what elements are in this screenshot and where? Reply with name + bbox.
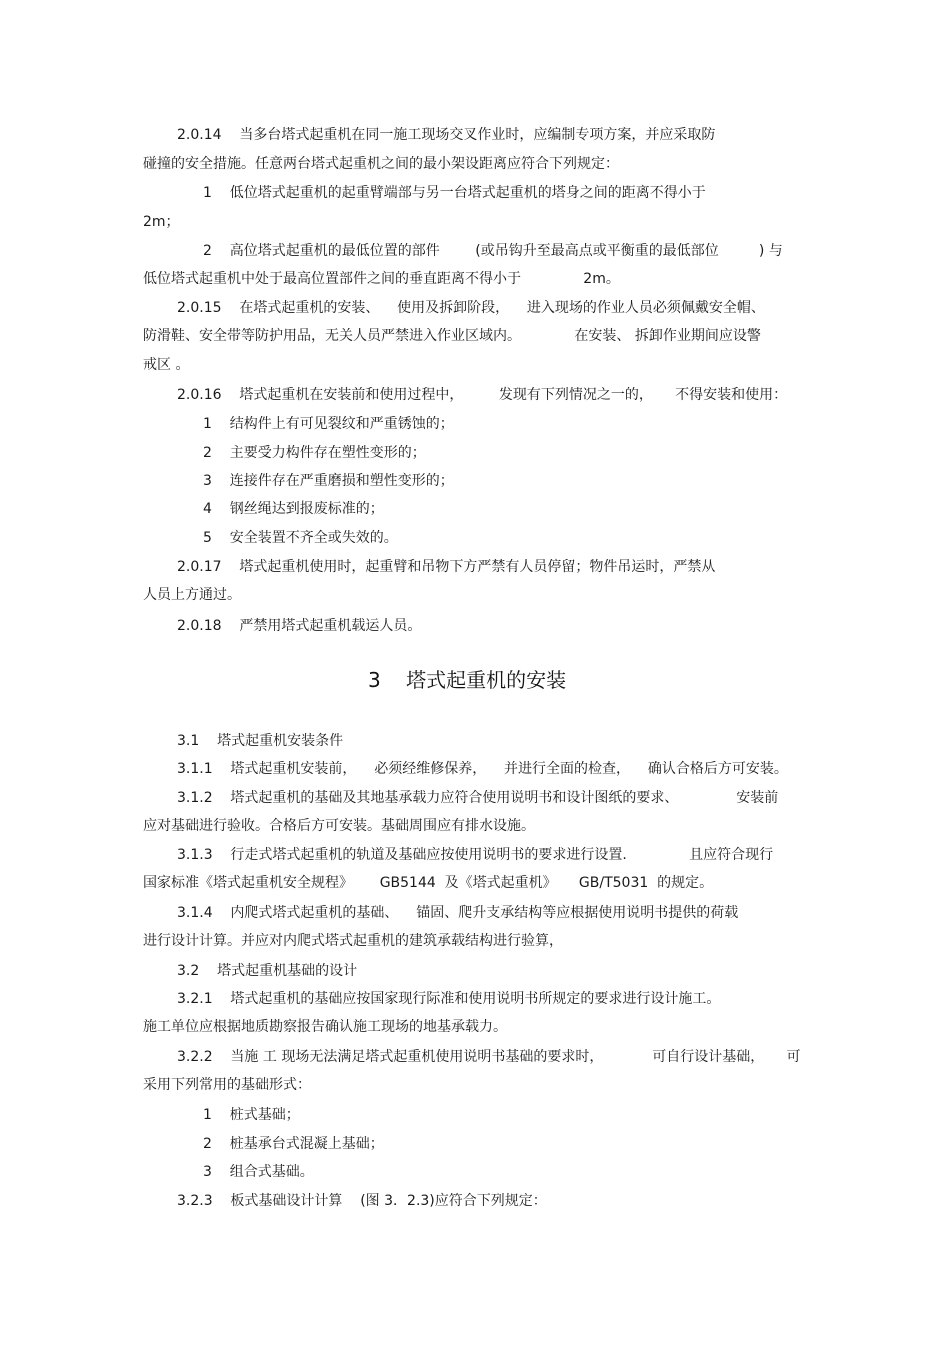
clause-2-0-16-item-3: 3 连接件存在严重磨损和塑性变形的； — [203, 473, 454, 489]
clause-3-2-2-line-2: 采用下列常用的基础形式： — [143, 1077, 311, 1093]
clause-2-0-17-line-1: 2.0.17 塔式起重机使用时，起重臂和吊物下方严禁有人员停留；物件吊运时，严禁从 — [177, 559, 716, 575]
clause-2-0-15-line-2: 防滑鞋、安全带等防护用品，无关人员严禁进入作业区域内。 在安装、 拆卸作业期间应设警 — [143, 328, 761, 344]
clause-3-2-2-item-2: 2 桩基承台式混凝上基础； — [203, 1136, 384, 1152]
clause-3-2-2-item-3: 3 组合式基础。 — [203, 1164, 314, 1180]
clause-3-1-2-line-2: 应对基础进行验收。合格后方可安装。基础周围应有排水设施。 — [143, 818, 535, 834]
clause-3-1-3-line-1: 3.1.3 行走式塔式起重机的轨道及基础应按使用说明书的要求进行设置. 且应符合现行 — [177, 847, 774, 863]
clause-2-0-15-line-3: 戒区 。 — [143, 357, 190, 373]
clause-2-0-14-item-2-line-1: 2 高位塔式起重机的最低位置的部件 (或吊钩升至最高点或平衡重的最低部位 ) 与 — [203, 243, 783, 259]
clause-2-0-14-line-1: 2.0.14 当多台塔式起重机在同一施工现场交叉作业时，应编制专项方案，并应采取防 — [177, 127, 716, 143]
clause-2-0-16-line-1: 2.0.16 塔式起重机在安装前和使用过程中， 发现有下列情况之一的， 不得安装和使用： — [177, 387, 788, 403]
clause-2-0-18: 2.0.18 严禁用塔式起重机载运人员。 — [177, 618, 422, 634]
clause-3-1-1: 3.1.1 塔式起重机安装前， 必须经维修保养， 并进行全面的检查， 确认合格后方可安装。 — [177, 761, 788, 777]
clause-3-2-1-line-2: 施工单位应根据地质勘察报告确认施工现场的地基承载力。 — [143, 1019, 507, 1035]
clause-2-0-14-item-1-line-1: 1 低位塔式起重机的起重臂端部与另一台塔式起重机的塔身之间的距离不得小于 — [203, 185, 706, 201]
clause-3-1-4-line-2: 进行设计计算。并应对内爬式塔式起重机的建筑承载结构进行验算， — [143, 933, 563, 949]
clause-2-0-16-item-4: 4 钢丝绳达到报废标准的； — [203, 501, 384, 517]
clause-3-2-2-item-1: 1 桩式基础； — [203, 1107, 300, 1123]
clause-2-0-15-line-1: 2.0.15 在塔式起重机的安装、 使用及拆卸阶段， 进入现场的作业人员必须佩戴安全帽、 — [177, 300, 765, 316]
clause-2-0-16-item-1: 1 结构件上有可见裂纹和严重锈蚀的； — [203, 416, 454, 432]
clause-2-0-16-item-2: 2 主要受力构件存在塑性变形的； — [203, 445, 426, 461]
clause-2-0-14-line-2: 碰撞的安全措施。任意两台塔式起重机之间的最小架设距离应符合下列规定： — [143, 156, 619, 172]
clause-3-1-4-line-1: 3.1.4 内爬式塔式起重机的基础、 锚固、爬升支承结构等应根据使用说明书提供的荷载 — [177, 905, 739, 921]
chapter-3-heading: 3 塔式起重机的安装 — [368, 668, 567, 692]
clause-3-1-2-line-1: 3.1.2 塔式起重机的基础及其地基承载力应符合使用说明书和设计图纸的要求、 安装前 — [177, 790, 779, 806]
clause-3-2-2-line-1: 3.2.2 当施 工 现场无法满足塔式起重机使用说明书基础的要求时， 可自行设计基础， 可 — [177, 1049, 801, 1065]
clause-3-2-3: 3.2.3 板式基础设计计算 (图 3．2.3)应符合下列规定： — [177, 1193, 547, 1209]
clause-3-1-3-line-2: 国家标准《塔式起重机安全规程》 GB5144 及《塔式起重机》 GB/T5031 的规定。 — [143, 875, 714, 891]
clause-2-0-16-item-5: 5 安全装置不齐全或失效的。 — [203, 530, 398, 546]
section-3-2-title: 3.2 塔式起重机基础的设计 — [177, 963, 358, 979]
clause-2-0-14-item-1-line-2: 2m； — [143, 214, 180, 230]
section-3-1-title: 3.1 塔式起重机安装条件 — [177, 733, 344, 749]
clause-2-0-17-line-2: 人员上方通过。 — [143, 587, 241, 603]
clause-2-0-14-item-2-line-2: 低位塔式起重机中处于最高位置部件之间的垂直距离不得小于 2m。 — [143, 271, 620, 287]
clause-3-2-1-line-1: 3.2.1 塔式起重机的基础应按国家现行际准和使用说明书所规定的要求进行设计施工。 — [177, 991, 721, 1007]
